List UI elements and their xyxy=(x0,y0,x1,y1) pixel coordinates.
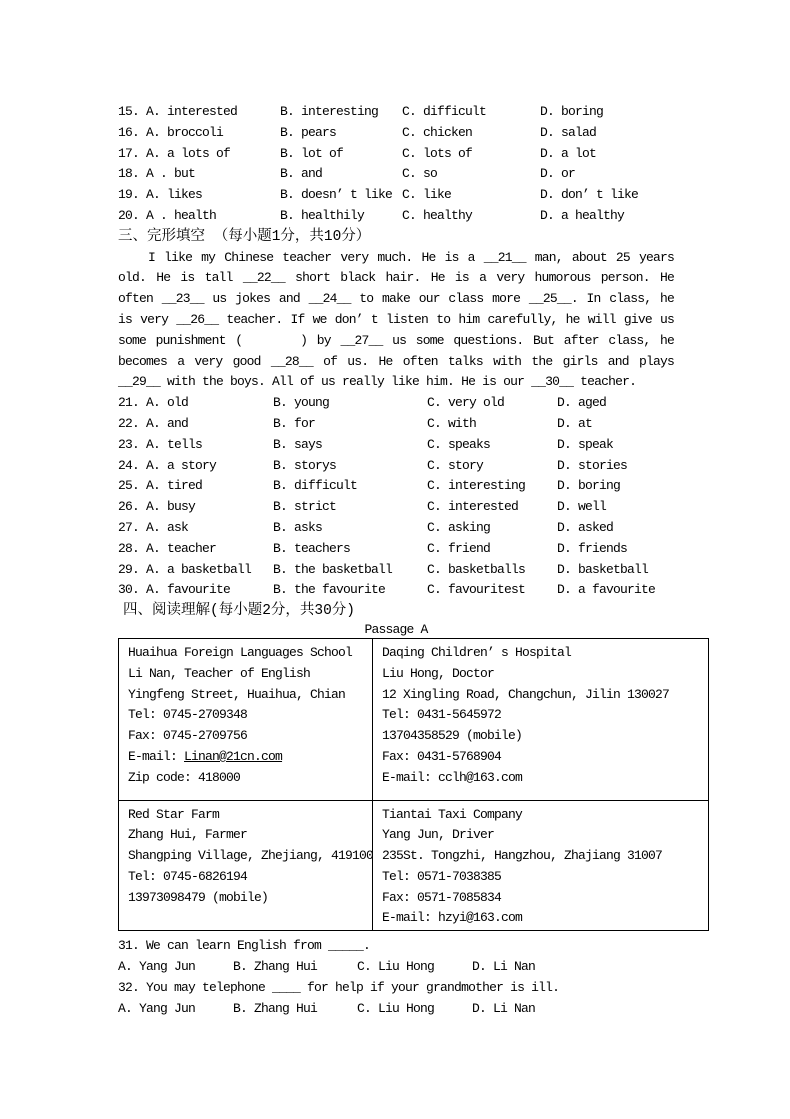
passage-line: old. He is tall __22__ short black hair. He is a very humorous person. He xyxy=(118,270,674,286)
option-c: C. so xyxy=(402,166,438,182)
option-c: C. friend xyxy=(427,540,491,556)
cell-daqing-hospital xyxy=(373,638,709,800)
option-d: D. a healthy xyxy=(540,207,625,223)
option-c: C. interesting xyxy=(427,478,526,494)
org-name: Red Star Farm xyxy=(128,806,220,822)
question-stem-31: 31. We can learn English from _____. xyxy=(118,938,371,954)
address: Shangping Village, Zhejiang, 419100 xyxy=(128,848,374,864)
question-row-23 xyxy=(118,435,674,456)
option-a: 15. A. interested xyxy=(118,104,238,119)
tel: Tel: 0745-2709348 xyxy=(128,707,248,723)
option-d: D. friends xyxy=(557,540,628,556)
option-b: B. difficult xyxy=(273,478,358,494)
option-a: 28. A. teacher xyxy=(118,540,217,556)
table-row xyxy=(119,800,709,931)
option-b: B. healthily xyxy=(280,207,365,223)
section-cloze-heading: 三、完形填空 （每小题1分，共10分） xyxy=(118,228,371,245)
question-row-21 xyxy=(118,393,674,414)
question-row-28 xyxy=(118,539,674,560)
option-d: D. stories xyxy=(557,457,628,473)
passage-line: I like my Chinese teacher very much. He is a __21__ man, about 25 years xyxy=(148,249,674,265)
option-c: C. basketballs xyxy=(427,561,526,577)
option-d: D. well xyxy=(557,499,607,515)
option-b: B. says xyxy=(273,436,323,452)
option-d: D. speak xyxy=(557,436,614,452)
option-c: C. asking xyxy=(427,519,491,535)
option-b: B. and xyxy=(280,166,323,182)
fax: Fax: 0431-5768904 xyxy=(382,748,502,764)
question-row-16 xyxy=(118,123,674,144)
option-c: C. with xyxy=(427,415,477,431)
option-a: 22. A. and xyxy=(118,415,189,431)
email-line xyxy=(128,747,364,768)
address: 12 Xingling Road, Changchun, Jilin 130027 xyxy=(382,686,670,702)
option-d: D. basketball xyxy=(557,561,649,577)
option-b: B. Zhang Hui xyxy=(233,959,318,975)
option-b: B. lot of xyxy=(280,145,344,161)
passage-line: __29__ with the boys. All of us really like him. He is our __30__ teacher. xyxy=(118,374,637,390)
option-d: D. boring xyxy=(557,478,621,494)
question-options-32 xyxy=(118,999,674,1020)
question-row-18 xyxy=(118,164,674,185)
fax: Fax: 0745-2709756 xyxy=(128,728,248,744)
person-role: Yang Jun, Driver xyxy=(382,827,495,843)
option-b: B. the basketball xyxy=(273,561,393,577)
option-a: 25. A. tired xyxy=(118,478,203,494)
email-line: E-mail: cclh@163.com xyxy=(382,769,523,785)
option-c: C. Liu Hong xyxy=(357,1000,435,1016)
option-d: D. salad xyxy=(540,124,597,140)
option-b: B. pears xyxy=(280,124,337,140)
option-a: 29. A. a basketball xyxy=(118,561,252,577)
option-b: B. for xyxy=(273,415,316,431)
passage-a-label: Passage A xyxy=(364,621,428,637)
question-row-29 xyxy=(118,560,674,581)
address: Yingfeng Street, Huaihua, Chian xyxy=(128,686,346,702)
option-a: 27. A. ask xyxy=(118,519,189,535)
question-row-27 xyxy=(118,518,674,539)
person-role: Liu Hong, Doctor xyxy=(382,665,495,681)
address: 235St. Tongzhi, Hangzhou, Zhajiang 31007 xyxy=(382,848,663,864)
org-name: Tiantai Taxi Company xyxy=(382,806,523,822)
question-stem-32: 32. You may telephone ____ for help if your grandmother is ill. xyxy=(118,979,560,995)
option-d: D. a lot xyxy=(540,145,597,161)
option-c: C. favouritest xyxy=(427,582,526,598)
option-b: B. doesn’ t like xyxy=(280,187,393,203)
question-row-15 xyxy=(118,102,674,123)
question-row-20 xyxy=(118,206,674,227)
tel: Tel: 0745-6826194 xyxy=(128,868,248,884)
question-row-25 xyxy=(118,476,674,497)
option-b: B. asks xyxy=(273,519,323,535)
option-a: 16. A. broccoli xyxy=(118,124,224,140)
option-c: C. healthy xyxy=(402,207,473,223)
tel: Tel: 0431-5645972 xyxy=(382,707,502,723)
option-a: 26. A. busy xyxy=(118,499,196,515)
email-hyperlink[interactable]: Linan@21cn.com xyxy=(184,748,283,764)
option-d: D. aged xyxy=(557,395,607,411)
mobile: 13704358529 (mobile) xyxy=(382,728,523,744)
option-c: C. interested xyxy=(427,499,519,515)
option-d: D. at xyxy=(557,415,593,431)
question-row-26 xyxy=(118,497,674,518)
option-b: B. teachers xyxy=(273,540,351,556)
option-b: B. Zhang Hui xyxy=(233,1000,318,1016)
person-role: Zhang Hui, Farmer xyxy=(128,827,248,843)
option-b: B. storys xyxy=(273,457,337,473)
option-d: D. boring xyxy=(540,104,604,119)
option-a: A. Yang Jun xyxy=(118,1000,196,1016)
passage-line: often __23__ us jokes and __24__ to make our class more __25__. In class, he xyxy=(118,291,674,307)
option-d: D. Li Nan xyxy=(472,1000,536,1016)
cell-tiantai-taxi xyxy=(373,800,709,931)
option-c: C. speaks xyxy=(427,436,491,452)
fax: Fax: 0571-7085834 xyxy=(382,889,502,905)
table-row xyxy=(119,638,709,800)
option-b: B. interesting xyxy=(280,104,379,119)
question-row-30 xyxy=(118,580,674,601)
option-c: C. chicken xyxy=(402,124,473,140)
question-row-22 xyxy=(118,414,674,435)
option-a: 20. A . health xyxy=(118,207,217,223)
option-d: D. or xyxy=(540,166,576,182)
option-c: C. difficult xyxy=(402,104,487,119)
page-content xyxy=(118,102,674,1019)
mobile: 13973098479 (mobile) xyxy=(128,889,269,905)
option-a: 17. A. a lots of xyxy=(118,145,231,161)
section-reading-heading: 四、阅读理解(每小题2分，共30分) xyxy=(123,603,356,620)
option-c: C. very old xyxy=(427,395,505,411)
question-row-19 xyxy=(118,185,674,206)
option-a: 23. A. tells xyxy=(118,436,203,452)
zip-code: Zip code: 418000 xyxy=(128,769,241,785)
option-a: 21. A. old xyxy=(118,395,189,411)
passage-line: is very __26__ teacher. If we don’ t listen to him carefully, he will give us xyxy=(118,311,674,327)
option-b: B. the favourite xyxy=(273,582,386,598)
contact-info-table xyxy=(118,638,709,931)
email-label: E-mail: xyxy=(128,748,185,764)
option-c: C. lots of xyxy=(402,145,473,161)
option-a: 30. A. favourite xyxy=(118,582,231,598)
passage-line: some punishment ( ) by __27__ us some questions. But after class, he xyxy=(118,332,674,348)
question-row-24 xyxy=(118,456,674,477)
option-b: B. young xyxy=(273,395,330,411)
cell-red-star-farm xyxy=(119,800,373,931)
option-c: C. Liu Hong xyxy=(357,959,435,975)
option-a: 19. A. likes xyxy=(118,187,203,203)
option-a: 24. A. a story xyxy=(118,457,217,473)
question-options-31 xyxy=(118,957,674,978)
cell-huaihua-school xyxy=(119,638,373,800)
option-a: A. Yang Jun xyxy=(118,959,196,975)
org-name: Daqing Children’ s Hospital xyxy=(382,644,572,660)
email-line: E-mail: hzyi@163.com xyxy=(382,910,523,926)
option-c: C. story xyxy=(427,457,484,473)
passage-line: becomes a very good __28__ of us. He often talks with the girls and plays xyxy=(118,353,674,369)
tel: Tel: 0571-7038385 xyxy=(382,868,502,884)
option-b: B. strict xyxy=(273,499,337,515)
option-a: 18. A . but xyxy=(118,166,196,182)
option-c: C. like xyxy=(402,187,452,203)
org-name: Huaihua Foreign Languages School xyxy=(128,644,353,660)
question-row-17 xyxy=(118,144,674,165)
option-d: D. a favourite xyxy=(557,582,656,598)
option-d: D. don’ t like xyxy=(540,187,639,203)
option-d: D. Li Nan xyxy=(472,959,536,975)
option-d: D. asked xyxy=(557,519,614,535)
person-role: Li Nan, Teacher of English xyxy=(128,665,311,681)
cloze-passage xyxy=(118,248,674,394)
